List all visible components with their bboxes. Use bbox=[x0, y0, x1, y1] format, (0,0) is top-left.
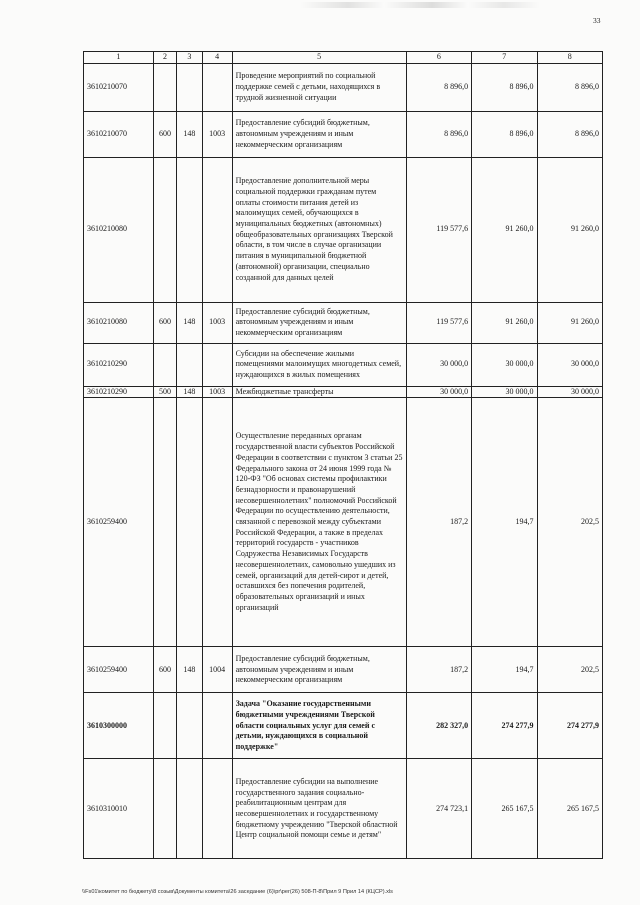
row-description: Предоставление субсидий бюджетным, автономным учреждениям и иным некоммерческим организациям bbox=[232, 111, 406, 157]
file-path-footer: \\Fs01\комитет по бюджету\8 созыв\Документы комитета\26 заседание (6)\pr\per(26) 508-П-8\Прил 9 Прил 14 (КЦСР).xls bbox=[82, 889, 393, 895]
header-row bbox=[84, 52, 603, 64]
row-glava bbox=[177, 398, 203, 647]
row-description: Межбюджетные трансферты bbox=[232, 386, 406, 398]
row-description: Предоставление субсидии на выполнение государственного задания социально-реабилитационным центрам для несовершеннолетних и государственному бюджетному учреждению "Тверской областной Центр социальной помощи семье и детям" bbox=[232, 759, 406, 859]
header-col-3: 3 bbox=[177, 52, 203, 64]
row-amount-col7: 8 896,0 bbox=[472, 63, 537, 111]
row-razdel bbox=[202, 693, 232, 759]
row-amount-col6: 8 896,0 bbox=[406, 63, 471, 111]
row-amount-col8: 91 260,0 bbox=[537, 302, 602, 343]
row-description: Предоставление субсидий бюджетным, автономным учреждениям и иным некоммерческим организациям bbox=[232, 647, 406, 693]
table-row bbox=[84, 647, 603, 693]
table-row bbox=[84, 386, 603, 398]
row-razdel: 1003 bbox=[202, 386, 232, 398]
row-glava: 148 bbox=[177, 386, 203, 398]
row-vr: 600 bbox=[153, 647, 176, 693]
row-amount-col6: 282 327,0 bbox=[406, 693, 471, 759]
row-vr bbox=[153, 157, 176, 302]
row-code: 3610210070 bbox=[84, 63, 154, 111]
row-amount-col7: 194,7 bbox=[472, 647, 537, 693]
row-razdel bbox=[202, 343, 232, 386]
table-row bbox=[84, 63, 603, 111]
row-vr: 600 bbox=[153, 111, 176, 157]
row-amount-col8: 202,5 bbox=[537, 398, 602, 647]
row-vr: 600 bbox=[153, 302, 176, 343]
header-col-5: 5 bbox=[232, 52, 406, 64]
row-code: 3610210070 bbox=[84, 111, 154, 157]
row-code: 3610259400 bbox=[84, 398, 154, 647]
row-amount-col6: 119 577,6 bbox=[406, 302, 471, 343]
table-row bbox=[84, 157, 603, 302]
row-razdel: 1003 bbox=[202, 111, 232, 157]
row-code: 3610310010 bbox=[84, 759, 154, 859]
row-vr bbox=[153, 63, 176, 111]
row-amount-col7: 30 000,0 bbox=[472, 343, 537, 386]
row-amount-col8: 265 167,5 bbox=[537, 759, 602, 859]
table-row bbox=[84, 343, 603, 386]
row-razdel: 1004 bbox=[202, 647, 232, 693]
table-row bbox=[84, 302, 603, 343]
row-amount-col6: 187,2 bbox=[406, 647, 471, 693]
row-description: Предоставление дополнительной меры социальной поддержки гражданам путем оплаты стоимости питания детей из малоимущих семей, обучающихся в муниципальных бюджетных (автономных) общеобразовательных организациях Тверской области, в том числе в случае организации питания в муниципальной бюджетной (автономной) организации, специально созданной для данных целей bbox=[232, 157, 406, 302]
row-amount-col8: 30 000,0 bbox=[537, 343, 602, 386]
row-code: 3610210290 bbox=[84, 343, 154, 386]
row-description: Проведение мероприятий по социальной поддержке семей с детьми, находящихся в трудной жизненной ситуации bbox=[232, 63, 406, 111]
row-amount-col6: 274 723,1 bbox=[406, 759, 471, 859]
row-amount-col8: 8 896,0 bbox=[537, 111, 602, 157]
row-amount-col6: 30 000,0 bbox=[406, 386, 471, 398]
row-amount-col6: 187,2 bbox=[406, 398, 471, 647]
row-razdel: 1003 bbox=[202, 302, 232, 343]
row-vr bbox=[153, 398, 176, 647]
row-amount-col7: 30 000,0 bbox=[472, 386, 537, 398]
row-vr bbox=[153, 343, 176, 386]
row-description: Предоставление субсидий бюджетным, автономным учреждениям и иным некоммерческим организациям bbox=[232, 302, 406, 343]
row-amount-col8: 274 277,9 bbox=[537, 693, 602, 759]
row-razdel bbox=[202, 157, 232, 302]
row-code: 3610210080 bbox=[84, 302, 154, 343]
row-description: Осуществление переданных органам государственной власти субъектов Российской Федерации в соответствии с пунктом 3 статьи 25 Федерального закона от 24 июня 1999 года № 120-ФЗ "Об основах системы профилактики безнадзорности и правонарушений несовершеннолетних" полномочий Российской Федерации по осуществлению деятельности, связанной с перевозкой между субъектами Российской Федерации, а также в пределах территорий государств - участников Содружества Независимых Государств несовершеннолетних, самовольно ушедших из семей, организаций для детей-сирот и детей, оставшихся без попечения родителей, образовательных организаций и иных организаций bbox=[232, 398, 406, 647]
header-col-6: 6 bbox=[406, 52, 471, 64]
row-razdel bbox=[202, 759, 232, 859]
table-row bbox=[84, 693, 603, 759]
row-glava: 148 bbox=[177, 647, 203, 693]
row-description: Субсидии на обеспечение жилыми помещениями малоимущих многодетных семей, нуждающихся в жилых помещениях bbox=[232, 343, 406, 386]
row-amount-col8: 91 260,0 bbox=[537, 157, 602, 302]
scan-artifact bbox=[300, 2, 540, 8]
row-vr: 500 bbox=[153, 386, 176, 398]
header-col-1: 1 bbox=[84, 52, 154, 64]
header-col-8: 8 bbox=[537, 52, 602, 64]
row-amount-col7: 91 260,0 bbox=[472, 157, 537, 302]
row-amount-col7: 8 896,0 bbox=[472, 111, 537, 157]
row-code: 3610210290 bbox=[84, 386, 154, 398]
row-vr bbox=[153, 693, 176, 759]
row-amount-col8: 30 000,0 bbox=[537, 386, 602, 398]
row-code: 3610210080 bbox=[84, 157, 154, 302]
header-col-2: 2 bbox=[153, 52, 176, 64]
table-row bbox=[84, 398, 603, 647]
header-col-7: 7 bbox=[472, 52, 537, 64]
row-description: Задача "Оказание государственными бюджетными учреждениями Тверской области социальных услуг для семей с детьми, нуждающихся в социальной поддержке" bbox=[232, 693, 406, 759]
row-code: 3610259400 bbox=[84, 647, 154, 693]
row-amount-col6: 30 000,0 bbox=[406, 343, 471, 386]
row-glava bbox=[177, 157, 203, 302]
row-glava: 148 bbox=[177, 302, 203, 343]
row-glava: 148 bbox=[177, 111, 203, 157]
table-row bbox=[84, 111, 603, 157]
budget-table bbox=[83, 51, 603, 859]
row-vr bbox=[153, 759, 176, 859]
row-glava bbox=[177, 759, 203, 859]
row-amount-col8: 8 896,0 bbox=[537, 63, 602, 111]
row-amount-col6: 119 577,6 bbox=[406, 157, 471, 302]
row-code: 3610300000 bbox=[84, 693, 154, 759]
row-amount-col8: 202,5 bbox=[537, 647, 602, 693]
row-glava bbox=[177, 693, 203, 759]
header-col-4: 4 bbox=[202, 52, 232, 64]
row-razdel bbox=[202, 398, 232, 647]
row-amount-col7: 194,7 bbox=[472, 398, 537, 647]
row-glava bbox=[177, 343, 203, 386]
row-amount-col6: 8 896,0 bbox=[406, 111, 471, 157]
row-razdel bbox=[202, 63, 232, 111]
row-amount-col7: 91 260,0 bbox=[472, 302, 537, 343]
row-amount-col7: 274 277,9 bbox=[472, 693, 537, 759]
row-amount-col7: 265 167,5 bbox=[472, 759, 537, 859]
row-glava bbox=[177, 63, 203, 111]
page-number: 33 bbox=[593, 16, 601, 25]
table-row bbox=[84, 759, 603, 859]
